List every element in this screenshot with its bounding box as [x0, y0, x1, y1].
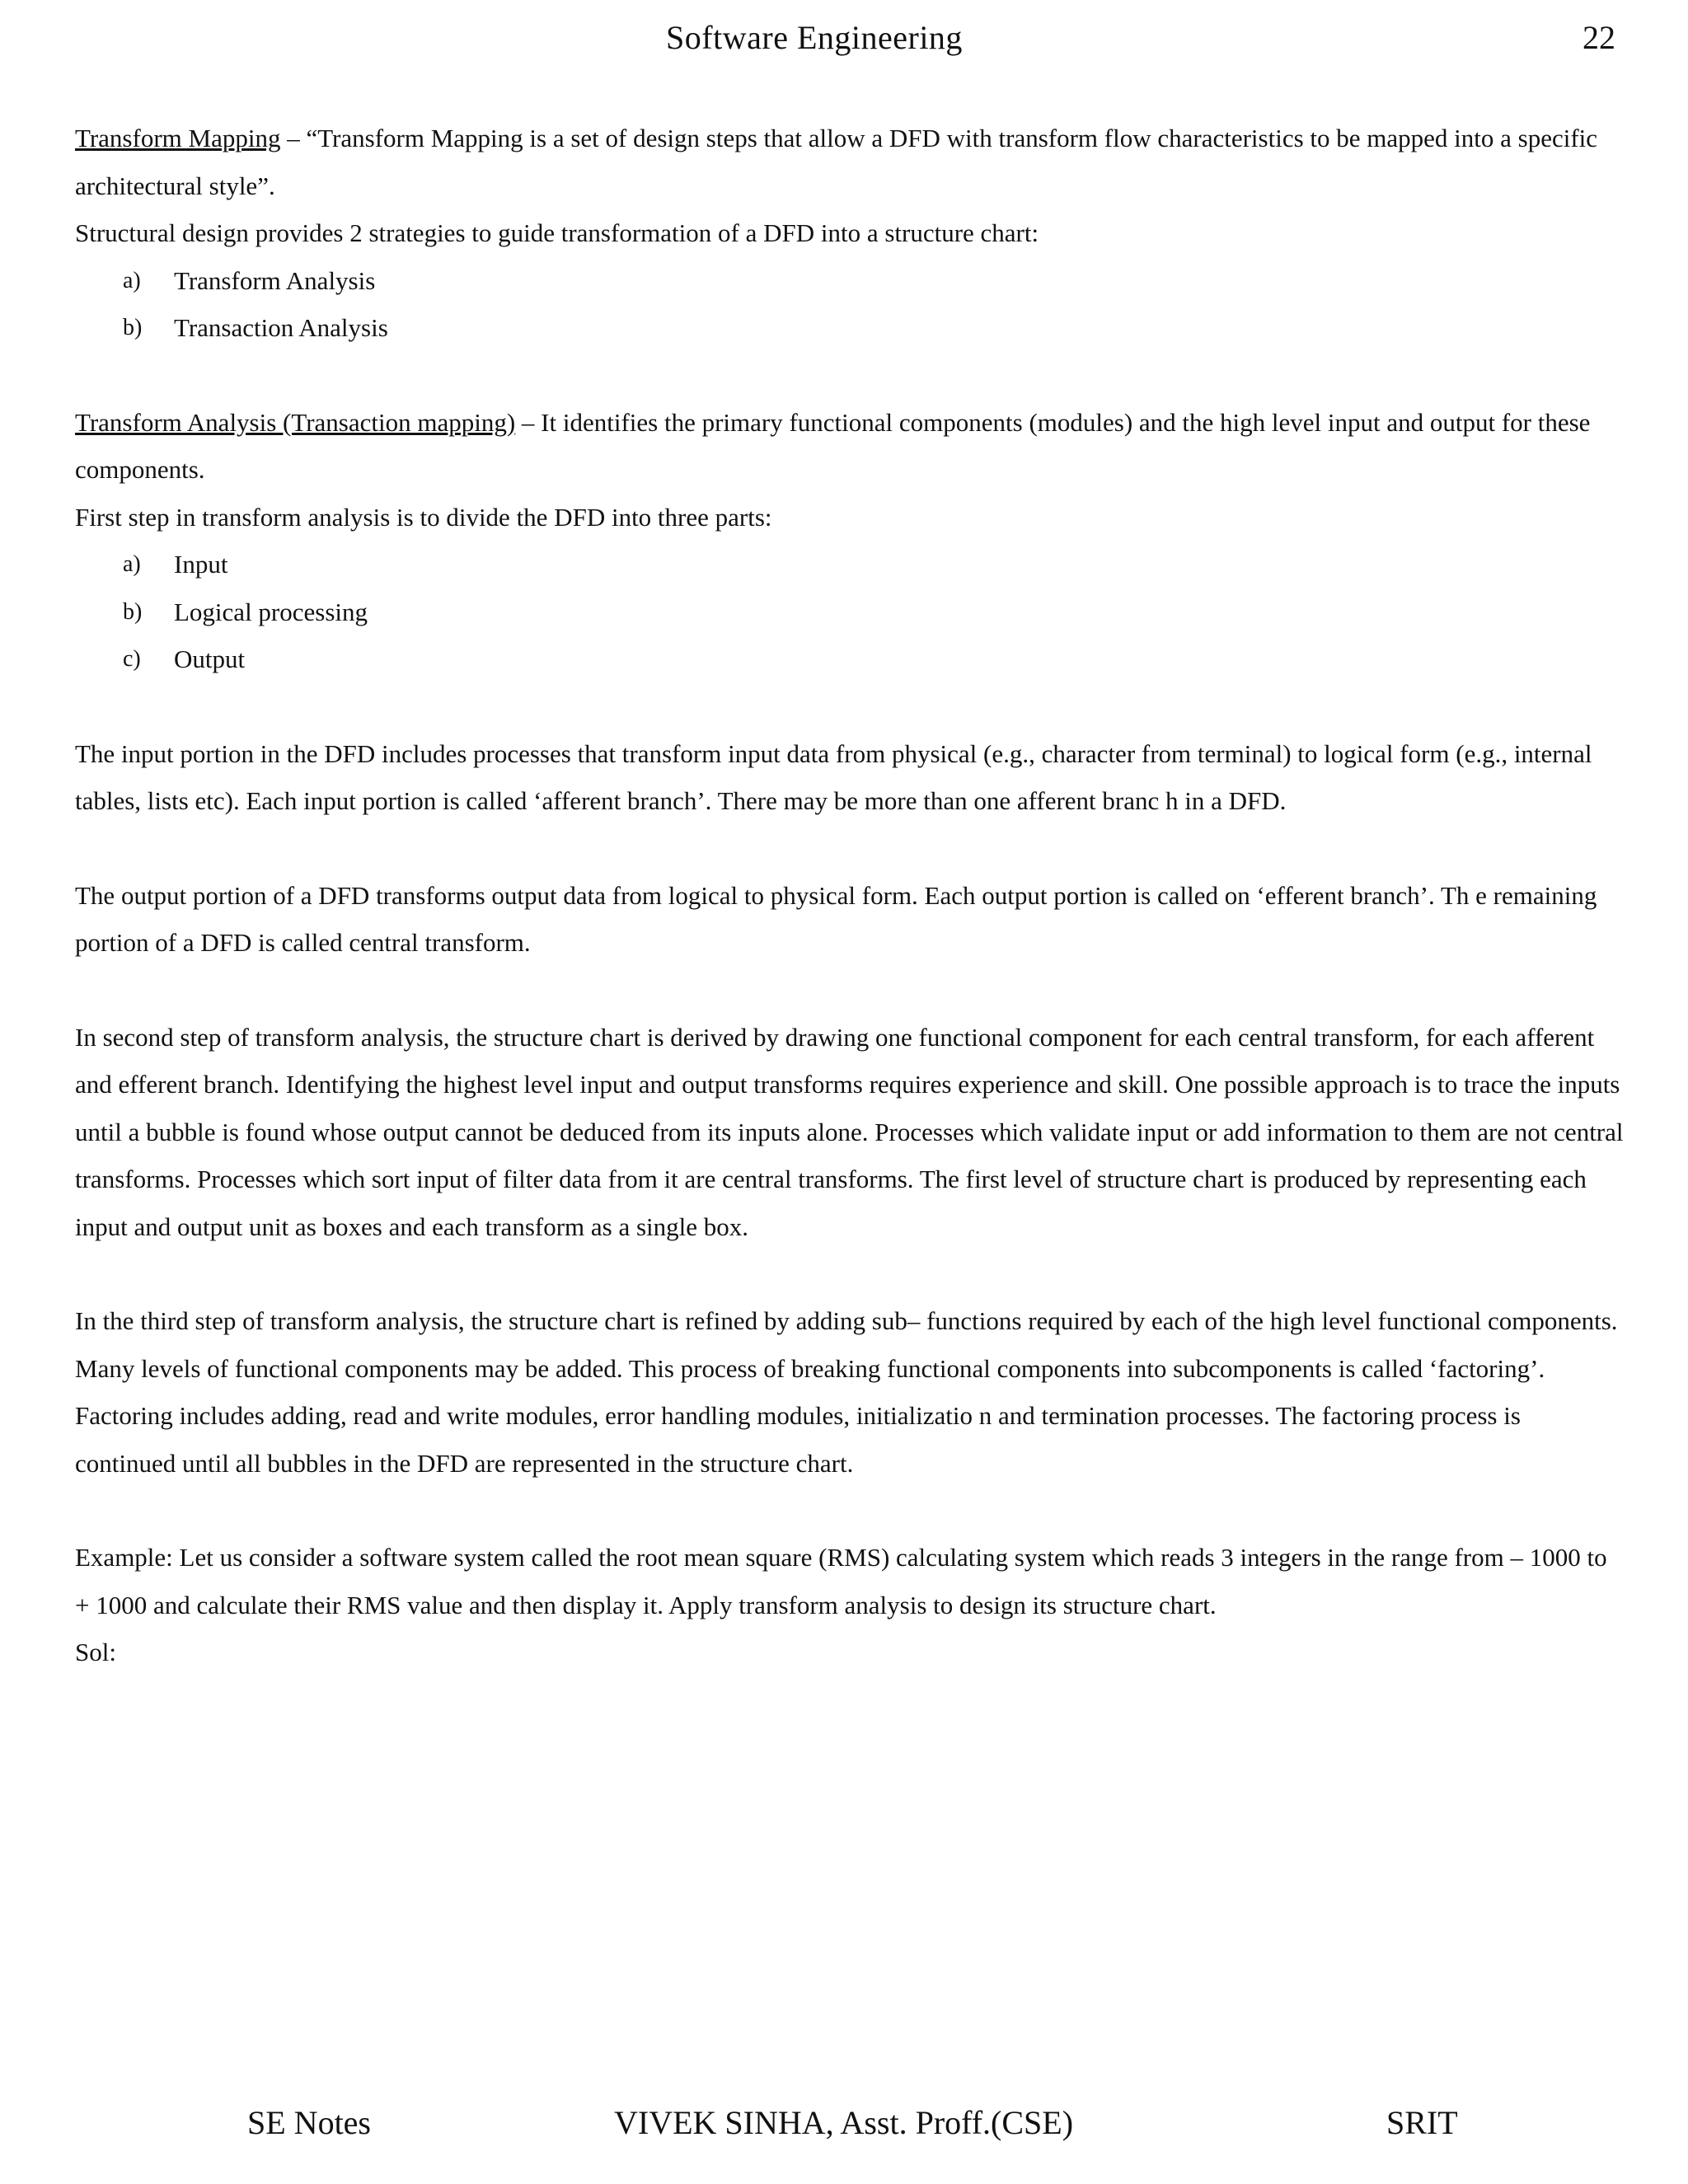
list-item	[75, 541, 1625, 588]
paragraph-output-portion: The output portion of a DFD transforms output data from logical to physical form. Each output portion is called on ‘efferent branch’. Th e remaining portion of a DFD is called central transform.	[75, 880, 1597, 957]
list-item	[75, 304, 1625, 352]
paragraph-second-step: In second step of transform analysis, the structure chart is derived by drawing one functional component for each central transform, for each afferent and efferent branch. Identifying the highest level input and output transforms requires experience and skill. One possible approach is to trace the inputs until a bubble is found whose output cannot be deduced from its inputs alone. Processes which validate input or add information to them are not central transforms. Processes which sort input of filter data from it are central transforms. The first level of structure chart is produced by representing each input and output unit as boxes and each transform as a single box.	[75, 1022, 1624, 1241]
list-marker: c)	[123, 646, 141, 672]
list-item-label: Transform Analysis	[174, 265, 376, 295]
list-item-label: Logical processing	[174, 597, 368, 626]
definition-transform-analysis: – It identifies the primary functional components (modules) and the high level input and output for these components.	[75, 407, 1591, 484]
list-item	[75, 257, 1625, 305]
footer-author: VIVEK SINHA, Asst. Proff.(CSE)	[614, 2104, 1074, 2141]
paragraph-transform-mapping	[75, 115, 1625, 209]
document-body	[75, 115, 1625, 1676]
paragraph-strategies: Structural design provides 2 strategies to guide transformation of a DFD into a structure chart:	[75, 218, 1039, 247]
list-marker: a)	[123, 267, 141, 293]
term-transform-mapping: Transform Mapping	[75, 124, 281, 152]
paragraph-first-step: First step in transform analysis is to divide the DFD into three parts:	[75, 502, 772, 532]
footer-right: SRIT	[1386, 2104, 1458, 2141]
paragraph-solution: Sol:	[75, 1638, 116, 1666]
paragraph-example: Example: Let us consider a software system called the root mean square (RMS) calculating system which reads 3 integers in the range from – 1000 to + 1000 and calculate their RMS value and then display it. Apply transform analysis to design its structure chart.	[75, 1543, 1607, 1619]
footer-left: SE Notes	[247, 2104, 371, 2141]
page-title: Software Engineering	[666, 19, 963, 56]
list-marker: b)	[123, 598, 143, 625]
list-marker: a)	[123, 551, 141, 577]
paragraph-transform-analysis	[75, 399, 1625, 494]
list-item	[75, 588, 1625, 636]
definition-transform-mapping: – “Transform Mapping is a set of design steps that allow a DFD with transform flow characteristics to be mapped into a specific architectural style”.	[75, 124, 1598, 200]
list-item-label: Transaction Analysis	[174, 313, 388, 342]
term-transform-analysis: Transform Analysis (Transaction mapping)	[75, 407, 516, 437]
list-item-label: Input	[174, 550, 228, 579]
paragraph-third-step: In the third step of transform analysis, the structure chart is refined by adding sub– functions required by each of the high level functional components. Many levels of functional components may be added. This process of breaking functional components into subcomponents is called ‘factoring’. Factoring includes adding, read and write modules, error handling modules, initializatio n and termination processes. The factoring process is continued until all bubbles in the DFD are represented in the structure chart.	[75, 1306, 1618, 1478]
paragraph-input-portion: The input portion in the DFD includes processes that transform input data from physical (e.g., character from terminal) to logical form (e.g., internal tables, lists etc). Each input portion is called ‘afferent branch’. There may be more than one afferent branc h in a DFD.	[75, 738, 1592, 815]
list-item	[75, 635, 1625, 683]
page-number: 22	[1582, 19, 1615, 56]
list-item-label: Output	[174, 644, 246, 673]
list-marker: b)	[123, 315, 143, 340]
